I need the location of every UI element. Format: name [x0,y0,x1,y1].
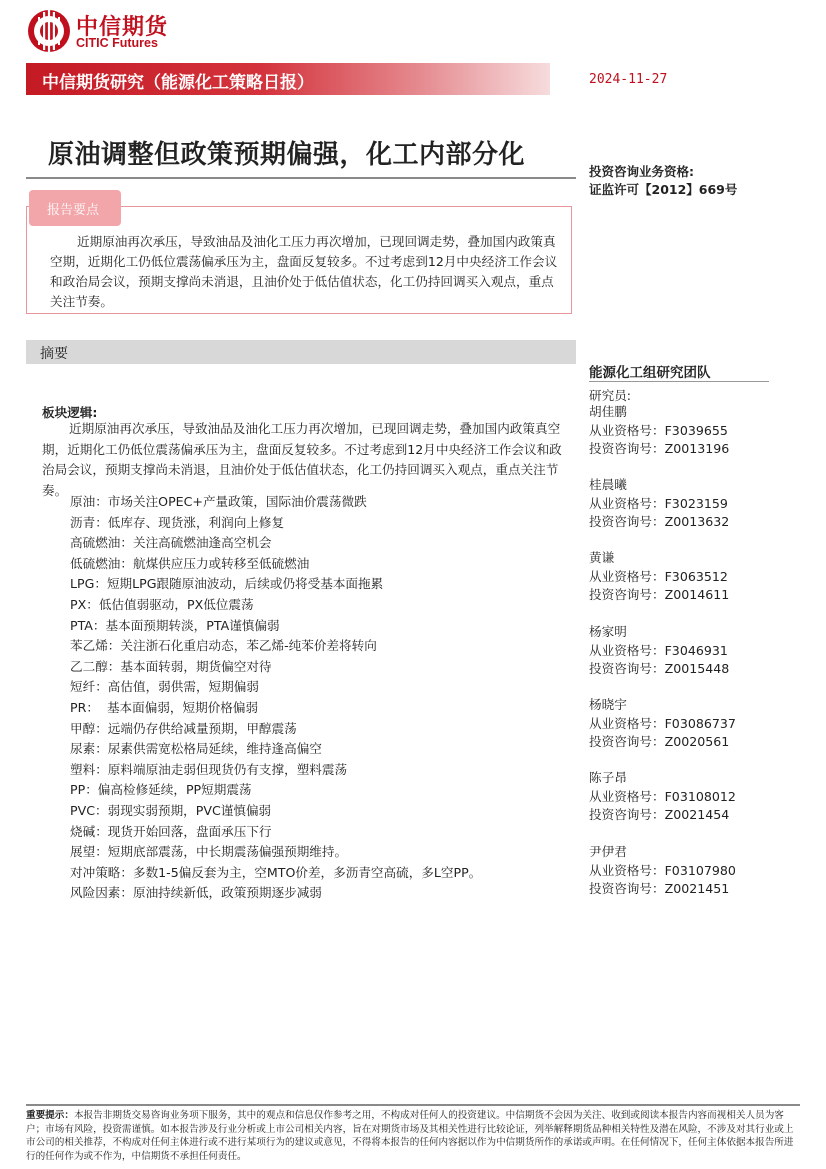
list-item: PX：低估值弱驱动，PX低位震荡 [70,596,254,612]
analyst-advisory-id: 投资咨询号：Z0020561 [589,734,730,749]
analyst-license-id: 从业资格号：F3023159 [589,495,728,511]
list-item: 展望：短期底部震荡，中长期震荡偏强预期维持。 [70,844,348,860]
list-item: 低硫燃油：航煤供应压力或转移至低硫燃油 [70,555,310,571]
disclaimer-text: 本报告非期货交易咨询业务项下服务，其中的观点和信息仅作参考之用，不构成对任何人的投资建议。中信期货不会因为关注、收到或阅读本报告内容而视相关人员为客户；市场有风险，投资需谨慎。如本报告涉及行业分析或上市公司相关内容，旨在对期货市场及其相关性进行比较论证，列举解释期货品种相关特性及潜在风险，不涉及对其行业或上市公司的相关推荐，不构成对任何主体进行或不进行某项行为的建议或意见，不得将本报告的任何内容据以作为中信期货所作的承诺或声明。在任何情况下，任何主体依据本报告所进行的任何作为或不作为，中信期货不承担任何责任。 [26,1110,794,1162]
analyst-advisory-id: 投资咨询号：Z0013632 [589,514,730,529]
list-item: PTA：基本面预期转淡，PTA谨慎偏弱 [70,617,280,633]
analyst-name: 陈子昂 [589,770,627,785]
list-item: 风险因素：原油持续新低，政策预期逐步减弱 [70,885,322,901]
analyst-license-id: 从业资格号：F03086737 [589,715,736,731]
list-item: 高硫燃油：关注高硫燃油逢高空机会 [70,535,272,551]
analyst-name: 桂晨曦 [589,477,627,492]
summary-heading: 摘要 [40,346,68,362]
analyst-license-id: 从业资格号：F03107980 [589,862,736,878]
list-item: 苯乙烯：关注浙石化重启动态，苯乙烯-纯苯价差将转向 [70,638,377,654]
report-date: 2024-11-27 [589,72,668,87]
disclaimer-lead: 重要提示： [26,1110,74,1121]
analyst-advisory-id: 投资咨询号：Z0013196 [589,441,730,456]
list-item: 尿素：尿素供需宽松格局延续，维持逢高偏空 [70,741,322,757]
list-item: 甲醇：远端仍存供给减量预期，甲醇震荡 [70,720,297,736]
list-item: 塑料：原料端原油走弱但现货仍有支撑，塑料震荡 [70,761,348,777]
key-points-tag-label: 报告要点 [47,203,100,218]
brand-name-cn: 中信期货 [76,15,169,40]
qualification-label: 投资咨询业务资格: [589,164,694,179]
research-team-title: 能源化工组研究团队 [589,365,711,381]
analyst-card [589,476,789,532]
sector-logic-heading: 板块逻辑: [42,405,98,420]
summary-section-bar [26,340,576,364]
analyst-card [589,843,789,899]
analyst-card [589,769,789,825]
page-title: 原油调整但政策预期偏强，化工内部分化 [48,140,526,170]
researcher-role-label: 研究员: [589,388,632,403]
citic-futures-logo [26,8,196,54]
analyst-advisory-id: 投资咨询号：Z0014611 [589,587,730,602]
report-series-title: 中信期货研究（能源化工策略日报） [42,73,314,93]
list-item: 对冲策略：多数1-5偏反套为主，空MTO价差，多沥青空高硫，多L空PP。 [70,864,482,880]
analyst-name: 黄谦 [589,550,615,565]
key-points-text: 近期原油再次承压，导致油品及油化工压力再次增加，已现回调走势，叠加国内政策真空期，近期化工仍低位震荡偏承压为主，盘面反复较多。不过考虑到12月中央经济工作会议和政治局会议，预期支撑尚未消退，且油价处于低估值状态，化工仍持回调买入观点，重点关注节奏。 [50,234,558,309]
list-item: LPG：短期LPG跟随原油波动，后续或仍将受基本面拖累 [70,576,384,592]
analyst-card [589,403,789,459]
footer-divider [26,1104,800,1106]
list-item: 原油：市场关注OPEC+产量政策，国际油价震荡微跌 [70,494,367,509]
commodity-view-list [70,492,570,904]
analyst-card [589,549,789,605]
analyst-license-id: 从业资格号：F3063512 [589,568,728,584]
analyst-license-id: 从业资格号：F3046931 [589,642,728,658]
title-divider [26,177,576,179]
analyst-card [589,623,789,679]
sector-logic-paragraph: 近期原油再次承压，导致油品及油化工压力再次增加，已现回调走势，叠加国内政策真空期，近期化工仍低位震荡偏承压为主，盘面反复较多。不过考虑到12月中央经济工作会议和政治局会议，预期支撑尚未消退，且油价处于低估值状态，化工仍持回调买入观点，重点关注节奏。 [42,421,562,498]
analyst-advisory-id: 投资咨询号：Z0021451 [589,881,730,896]
team-divider [589,381,769,382]
list-item: PP：偏高检修延续，PP短期震荡 [70,782,252,798]
analyst-advisory-id: 投资咨询号：Z0021454 [589,807,730,822]
analyst-name: 杨晓宇 [589,697,627,712]
brand-name-en: CITIC Futures [76,36,158,50]
list-item: 沥青：低库存、现货涨，利润向上修复 [70,514,285,530]
analyst-license-id: 从业资格号：F03108012 [589,788,736,804]
analyst-name: 尹伊君 [589,844,627,859]
report-series-banner [26,63,550,95]
analyst-license-id: 从业资格号：F3039655 [589,422,728,438]
list-item: 乙二醇：基本面转弱，期货偏空对待 [70,658,272,674]
disclaimer [26,1109,800,1163]
list-item: PR： 基本面偏弱，短期价格偏弱 [70,699,259,715]
analyst-name: 杨家明 [589,624,627,639]
list-item: 短纤：高估值，弱供需，短期偏弱 [70,679,259,695]
qualification-number: 证监许可【2012】669号 [589,182,738,197]
list-item: 烧碱：现货开始回落，盘面承压下行 [70,823,272,839]
analyst-card [589,696,789,752]
key-points-tag [29,190,121,226]
list-item: PVC：弱现实弱预期，PVC谨慎偏弱 [70,802,272,818]
analyst-name: 胡佳鹏 [589,404,627,419]
citic-logo-icon [26,8,72,54]
analyst-advisory-id: 投资咨询号：Z0015448 [589,661,730,676]
